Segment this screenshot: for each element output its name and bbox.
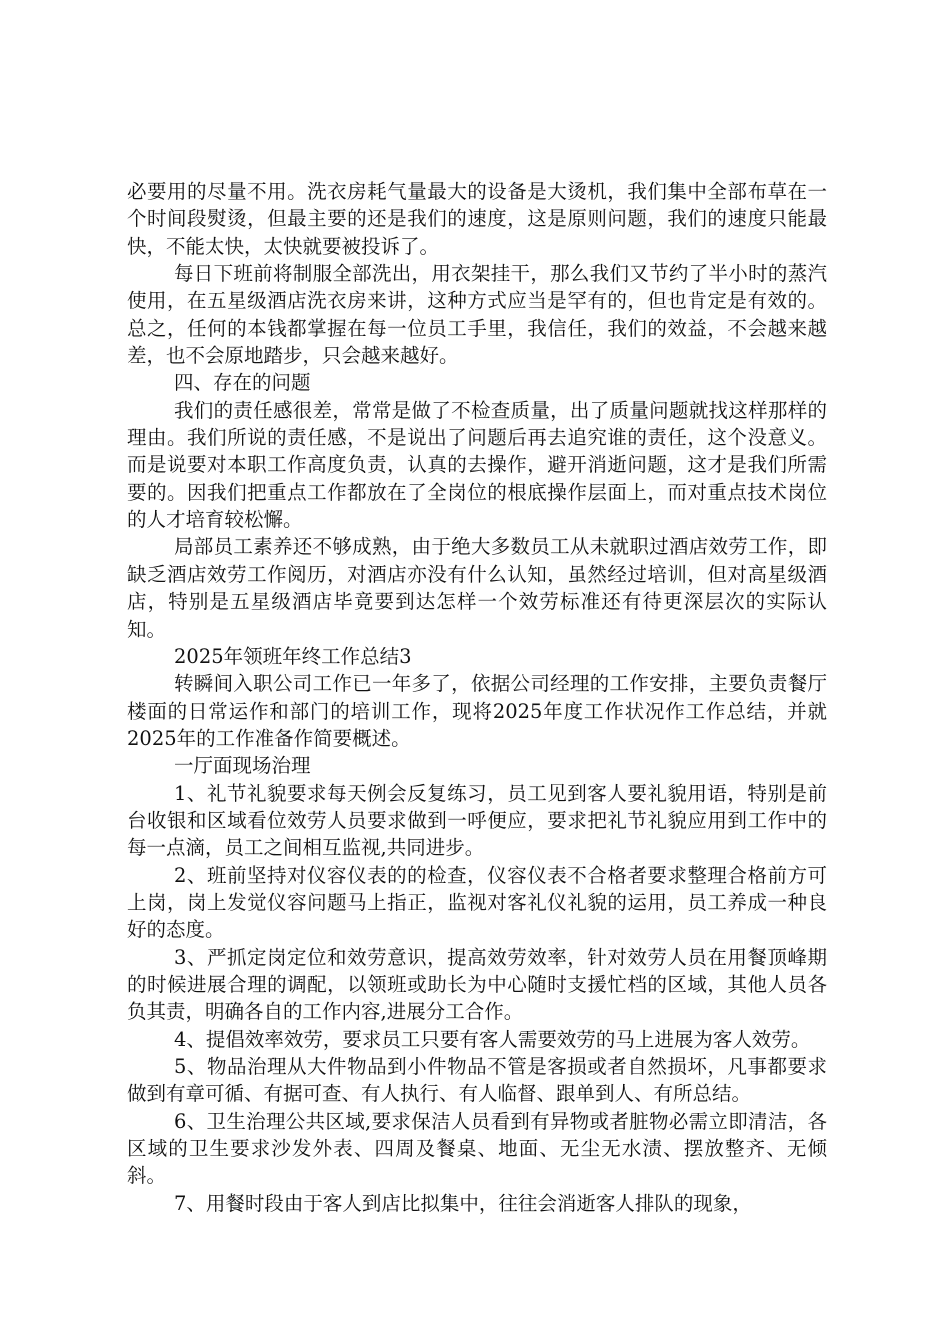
list-item-efficiency: 4、提倡效率效劳，要求员工只要有客人需要效劳的马上进展为客人效劳。 [174, 1027, 811, 1051]
document-body [127, 178, 827, 1217]
list-item-dining-peak: 7、用餐时段由于客人到店比拟集中，往往会消逝客人排队的现象， [174, 1191, 752, 1215]
paragraph-intro: 转瞬间入职公司工作已一年多了，依据公司经理的工作安排，主要负责餐厅楼面的日常运作和部门的培训工作，现将2025年度工作状况作工作总结，并就2025年的工作准备作简要概述。 [127, 672, 827, 750]
list-item-appearance-check: 2、班前坚持对仪容仪表的的检查，仪容仪表不合格者要求整理合格前方可上岗，岗上发觉仪容问题马上指正，监视对客礼仪礼貌的运用，员工养成一种良好的态度。 [127, 863, 827, 942]
list-item-etiquette: 1、礼节礼貌要求每天例会反复练习，员工见到客人要礼貌用语，特别是前台收银和区域看位效劳人员要求做到一呼便应，要求把礼节礼貌应用到工作中的每一点滴，员工之间相互监视,共同进步。 [127, 781, 827, 860]
list-item-service-positioning: 3、严抓定岗定位和效劳意识，提高效劳效率，针对效劳人员在用餐顶峰期的时候进展合理的调配，以领班或助长为中心随时支援忙档的区域，其他人员各负其责，明确各自的工作内容,进展分工合作。 [127, 945, 827, 1024]
section-heading-summary-3: 2025年领班年终工作总结3 [174, 644, 412, 668]
list-item-goods-management: 5、物品治理从大件物品到小件物品不管是客损或者自然损坏，凡事都要求做到有章可循、有据可查、有人执行、有人临督、跟单到人、有所总结。 [127, 1055, 827, 1106]
paragraph-laundry-ironing: 必要用的尽量不用。洗衣房耗气量最大的设备是大烫机，我们集中全部布草在一个时间段熨烫，但最主要的还是我们的速度，这是原则问题，我们的速度只能最快，不能太快，太快就要被投诉了。 [127, 180, 827, 258]
section-heading-floor-management: 一厅面现场治理 [174, 754, 311, 778]
section-heading-problems: 四、存在的问题 [174, 371, 311, 395]
paragraph-responsibility: 我们的责任感很差，常常是做了不检查质量，出了质量问题就找这样那样的理由。我们所说的责任感，不是说出了问题后再去追究谁的责任，这个没意义。而是说要对本职工作高度负责，认真的去操作，避开消逝问题，这才是我们所需要的。因我们把重点工作都放在了全岗位的根底操作层面上，而对重点技术岗位的人才培育较松懈。 [127, 398, 827, 532]
paragraph-uniform-washing: 每日下班前将制服全部洗出，用衣架挂干，那么我们又节约了半小时的蒸汽使用，在五星级酒店洗衣房来讲，这种方式应当是罕有的，但也肯定是有效的。总之，任何的本钱都掌握在每一位员工手里，我信任，我们的效益，不会越来越差，也不会原地踏步，只会越来越好。 [127, 262, 827, 368]
list-item-hygiene: 6、卫生治理公共区域,要求保洁人员看到有异物或者脏物必需立即清洁，各区域的卫生要求沙发外表、四周及餐桌、地面、无尘无水渍、摆放整齐、无倾斜。 [127, 1109, 827, 1188]
paragraph-staff-quality: 局部员工素养还不够成熟，由于绝大多数员工从未就职过酒店效劳工作，即缺乏酒店效劳工作阅历，对酒店亦没有什么认知，虽然经过培训，但对高星级酒店，特别是五星级酒店毕竟要到达怎样一个效劳标准还有待更深层次的实际认知。 [127, 535, 827, 641]
